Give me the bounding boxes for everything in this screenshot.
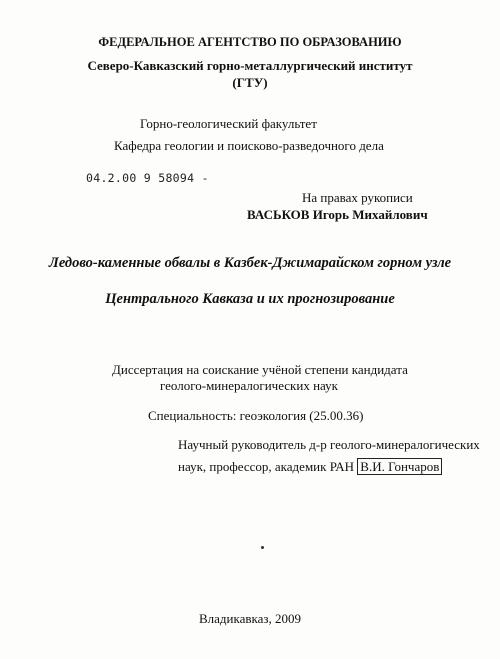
degree-statement-line-2: геолого-минералогических наук bbox=[160, 378, 338, 393]
advisor-line-1: Научный руководитель д-р геолого-минералогических bbox=[178, 437, 480, 452]
thesis-title-line-1: Ледово-каменные обвалы в Казбек-Джимарайском горном узле bbox=[48, 255, 452, 271]
institute-name: Северо-Кавказский горно-металлургический институт bbox=[87, 58, 413, 73]
agency-name: ФЕДЕРАЛЬНОЕ АГЕНТСТВО ПО ОБРАЗОВАНИЮ bbox=[98, 35, 402, 49]
thesis-title-line-2: Центрального Кавказа и их прогнозирование bbox=[105, 291, 395, 307]
specialty: Специальность: геоэкология (25.00.36) bbox=[148, 408, 364, 423]
faculty-name: Горно-геологический факультет bbox=[140, 116, 317, 131]
department-name: Кафедра геологии и поисково-разведочного дела bbox=[114, 138, 384, 153]
manuscript-rights-note: На правах рукописи bbox=[302, 190, 413, 205]
advisor-line-2 bbox=[178, 460, 442, 473]
advisor-title: наук, профессор, академик РАН bbox=[178, 459, 355, 474]
degree-statement-line-1: Диссертация на соискание учёной степени кандидата bbox=[112, 362, 408, 377]
city-year: Владикавказ, 2009 bbox=[198, 611, 302, 626]
ink-mark bbox=[261, 546, 264, 549]
institute-abbreviation: (ГТУ) bbox=[232, 75, 268, 90]
advisor-name: В.И. Гончаров bbox=[357, 458, 442, 475]
author-name: ВАСЬКОВ Игорь Михайлович bbox=[247, 207, 428, 222]
registry-number: 04.2.00 9 58094 - bbox=[86, 171, 209, 185]
